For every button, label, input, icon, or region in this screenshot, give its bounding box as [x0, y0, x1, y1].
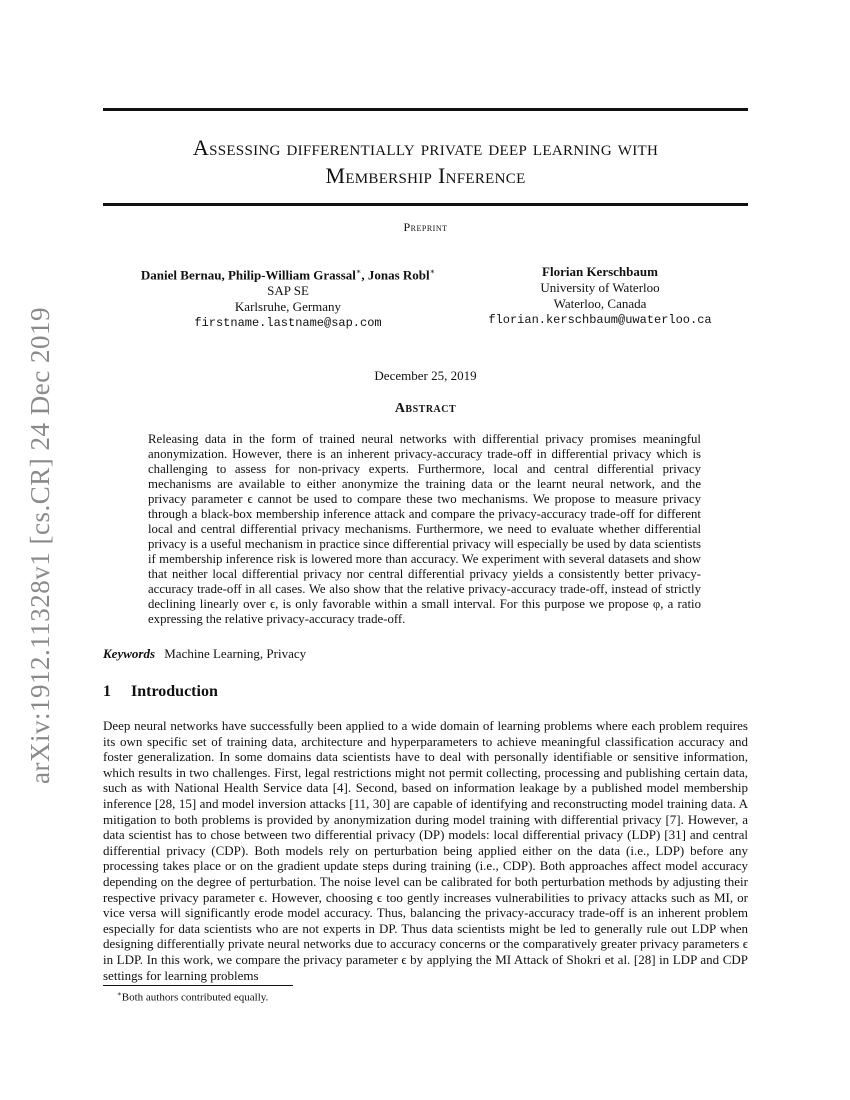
keywords-label: Keywords [103, 646, 155, 661]
paper-title-line-2: Membership Inference [325, 163, 526, 188]
arxiv-stamp-text: arXiv:1912.11328v1 [cs.CR] 24 Dec 2019 [24, 306, 55, 784]
paper-title [103, 134, 748, 190]
author-names-first: Daniel Bernau, Philip-William Grassal [140, 267, 356, 283]
abstract-body: Releasing data in the form of trained neural networks with differential privacy promises meaningful anonymization. However, there is an inherent privacy-accuracy trade-off in differential privacy which is challenging to assess for non-privacy experts. Furthermore, local and central differential privacy mechanisms are available to either anonymize the training data or the learnt neural network, and the privacy parameter ϵ cannot be used to compare these two mechanisms. We propose to measure privacy through a black-box membership inference attack and compare the privacy-accuracy trade-off for different local and central differential privacy mechanisms. Furthermore, we need to evaluate whether differential privacy is a useful mechanism in practice since differential privacy will especially be used by data scientists if membership inference risk is lowered more than accuracy. We experiment with several datasets and show that neither local differential privacy nor central differential privacy yields a consistently better privacy-accuracy trade-off in all cases. We also show that the relative privacy-accuracy trade-off, instead of strictly declining linearly over ϵ, is only favorable within a small interval. For this purpose we propose φ, a ratio expressing the relative privacy-accuracy trade-off. [148, 432, 701, 626]
section-number: 1 [103, 683, 111, 700]
introduction-paragraph: Deep neural networks have successfully been applied to a wide domain of learning problems where each problem requires its own specific set of training data, architecture and hyperparameters to achieve meaningful classification accuracy and foster generalization. In some domains data scientists have to deal with personally identifiable or sensitive information, which results in two challenges. First, legal restrictions might not permit collecting, processing and publishing certain data, such as with National Health Service data [4]. Second, based on information leakage by a published model membership inference [28, 15] and model inversion attacks [11, 30] are capable of identifying and reconstructing model training data. A mitigation to both problems is provided by anonymization during model training with differential privacy [7]. However, a data scientist has to chose between two differential privacy (DP) models: local differential privacy (LDP) [31] and central differential privacy (CDP). Both models rely on perturbation being applied either on the data (i.e., LDP) before any processing takes place or on the gradient update steps during training (i.e., CDP). Both approaches affect model accuracy depending on the degree of perturbation. The noise level can be calibrated for both perturbation methods by adjusting their respective privacy parameter ϵ. However, choosing ϵ too gently increases vulnerabilities to privacy attacks such as MI, or vice versa will significantly erode model accuracy. Thus, balancing the privacy-accuracy trade-off is an inherent problem especially for data scientists who are not experts in DP. Thus data scientists might be led to generally rule out LDP when designing differentially private neural networks due to accuracy concerns or the comparatively greater privacy parameters ϵ in LDP. In this work, we compare the privacy parameter ϵ by applying the MI Attack of Shokri et al. [28] in LDP and CDP settings for learning problems [103, 718, 748, 983]
author-email: firstname.lastname@sap.com [194, 316, 382, 331]
keywords-values: Machine Learning, Privacy [164, 646, 307, 661]
author-affiliation: SAP SE [267, 283, 309, 299]
footnote-text: Both authors contributed equally. [121, 991, 269, 1004]
keywords-line [103, 646, 306, 662]
author-block-sap [120, 264, 456, 331]
footnote-mark: ∗ [117, 990, 122, 998]
title-bottom-rule [103, 203, 748, 206]
preprint-label: Preprint [403, 220, 448, 234]
author-email: florian.kerschbaum@uwaterloo.ca [488, 313, 712, 327]
section-title: Introduction [131, 683, 218, 700]
equal-contribution-mark: ∗ [429, 267, 436, 276]
author-names [120, 264, 456, 283]
section-heading-introduction [103, 683, 218, 701]
author-location: Karlsruhe, Germany [234, 299, 342, 315]
arxiv-stamp [20, 290, 60, 800]
author-location: Waterloo, Canada [553, 296, 647, 311]
paper-title-line-1: Assessing differentially private deep learning with [192, 135, 659, 160]
title-top-rule [103, 108, 748, 111]
footnote-rule [103, 985, 293, 986]
footnote [117, 990, 268, 1004]
equal-contribution-mark: ∗ [355, 267, 362, 276]
author-affiliation: University of Waterloo [540, 280, 660, 295]
author-block-waterloo [480, 264, 720, 328]
author-names-last: , Jonas Robl [361, 267, 430, 283]
paper-date: December 25, 2019 [374, 368, 477, 383]
author-name: Florian Kerschbaum [542, 264, 658, 279]
abstract-heading: Abstract [394, 401, 457, 416]
